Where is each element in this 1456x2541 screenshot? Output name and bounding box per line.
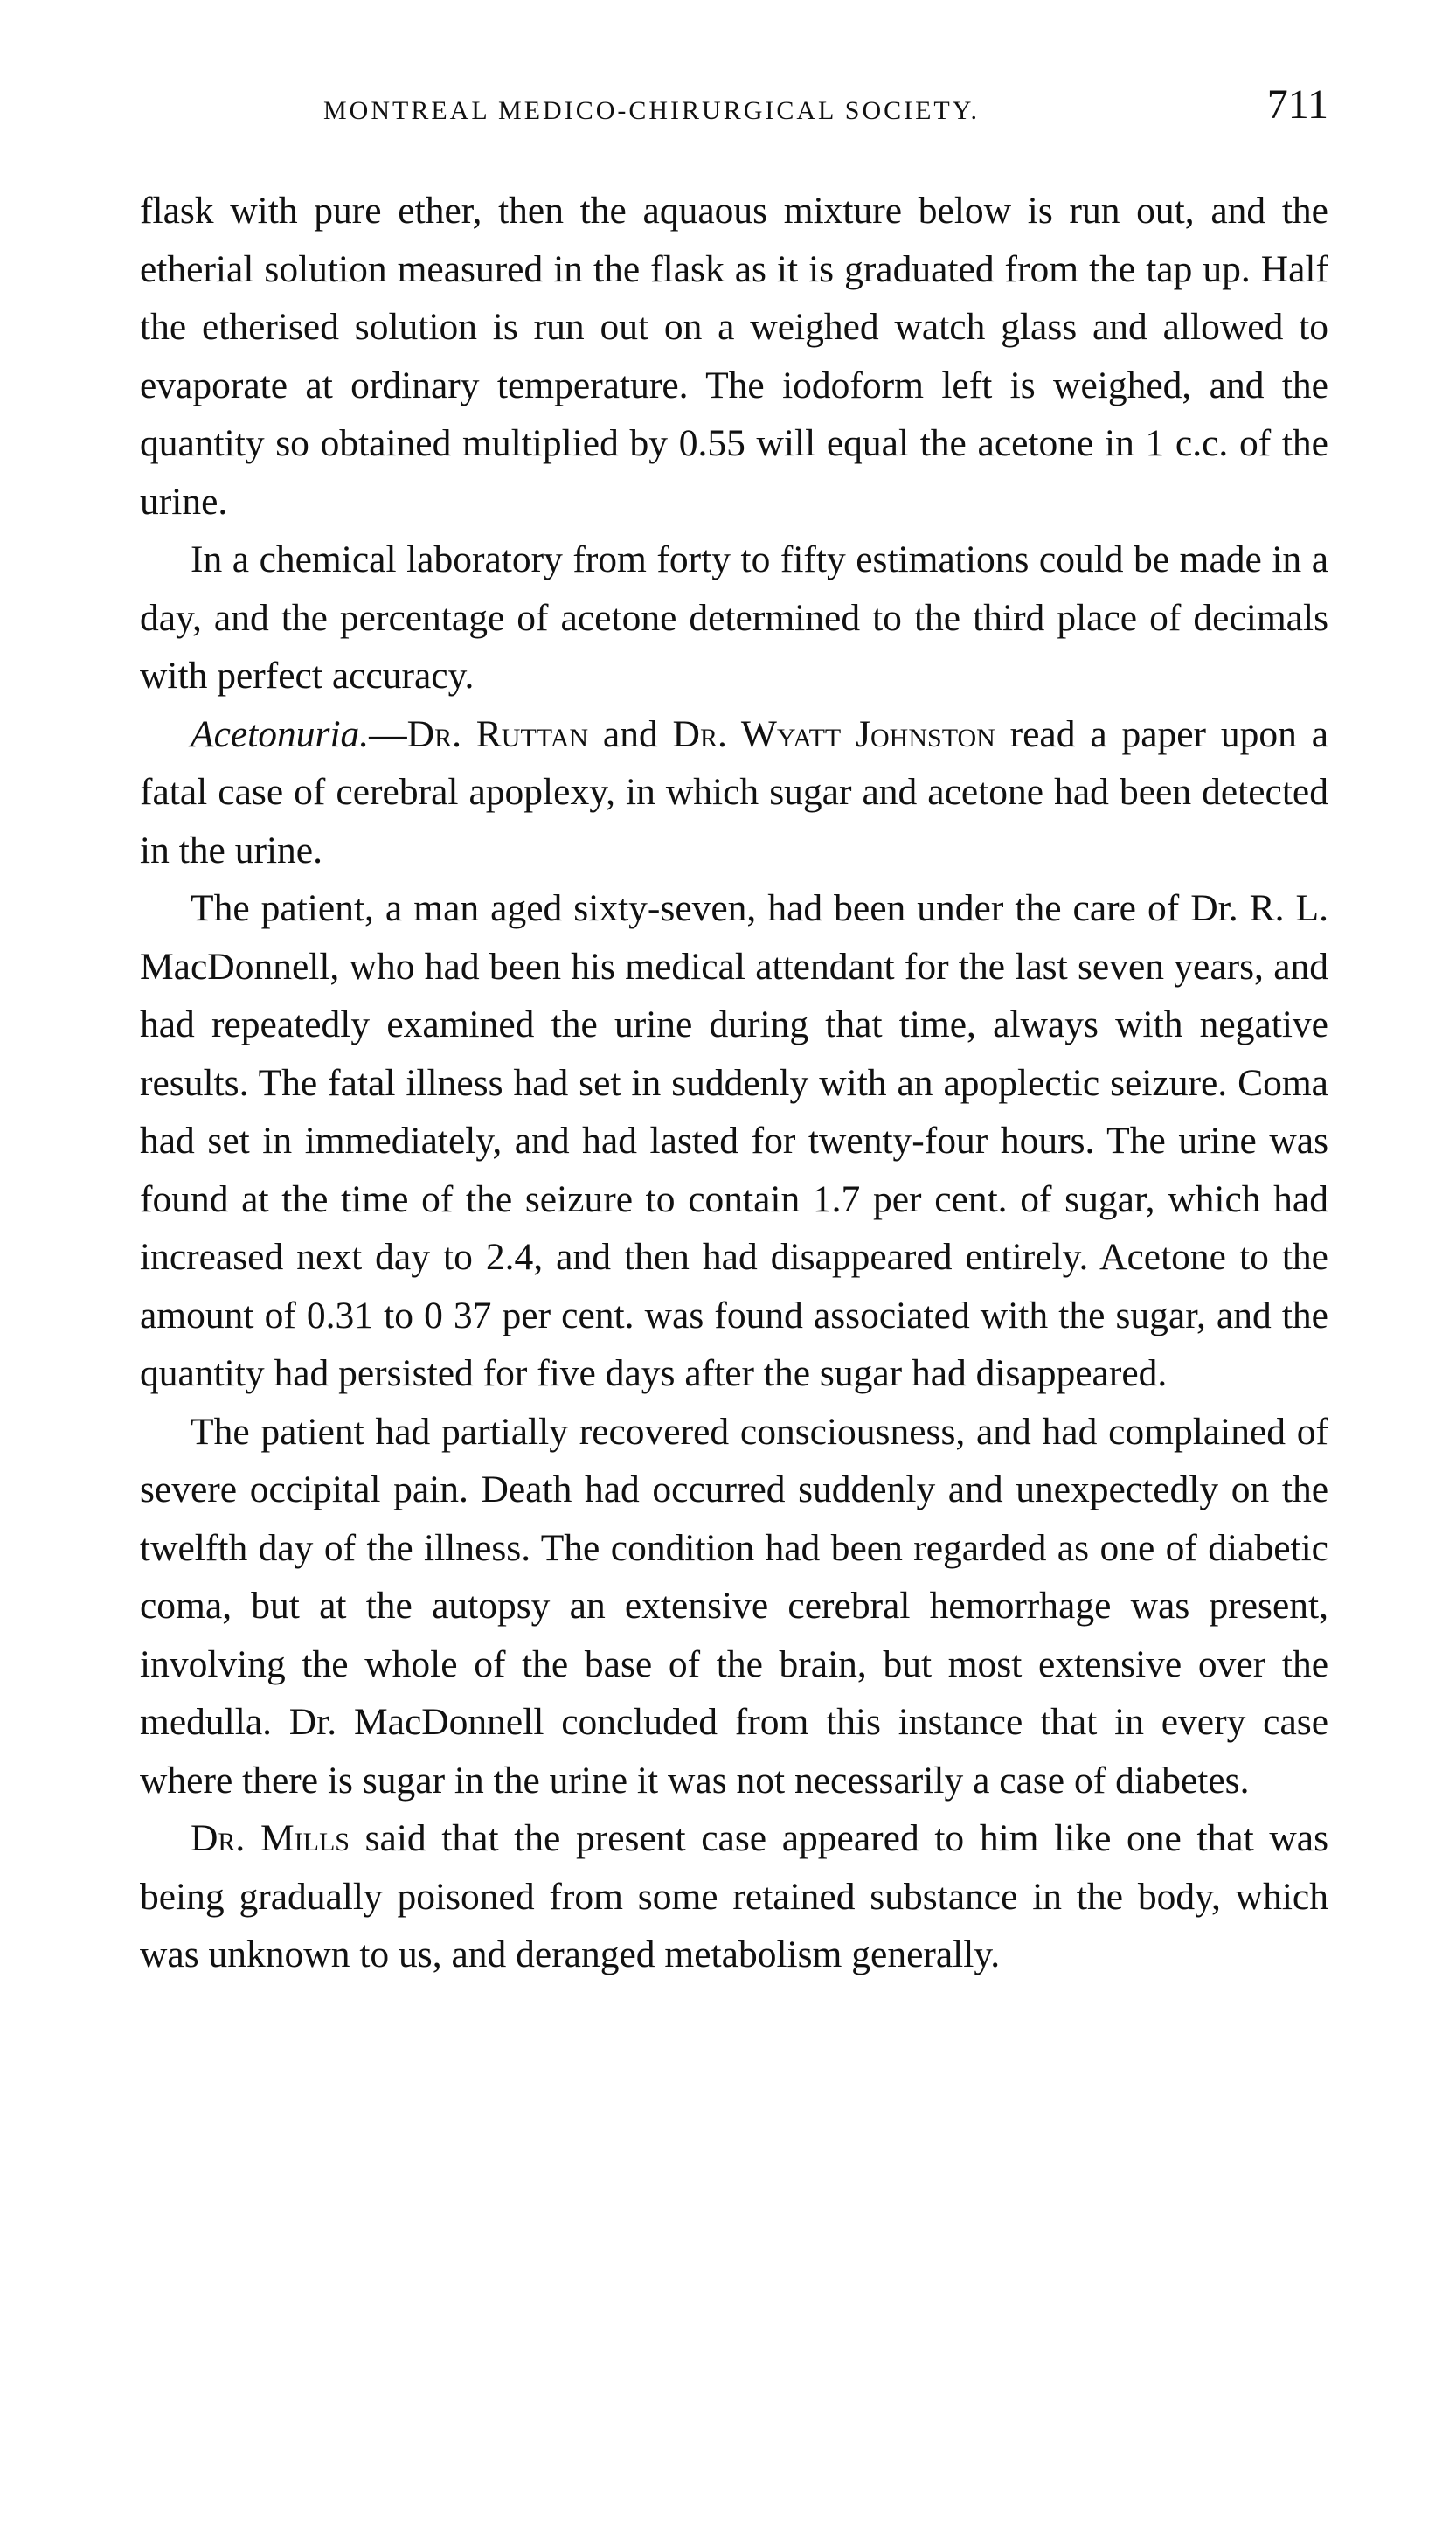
section-lead: Acetonuria. [191, 712, 370, 755]
paragraph-laboratory [140, 531, 1328, 705]
paragraph-continuation [140, 182, 1328, 531]
paragraph-dr-mills [140, 1809, 1328, 1984]
paragraph-text: read a paper upon a fatal case of cerebral apoplexy, in which sugar and acetone had been detected in the urine. [140, 712, 1329, 871]
body-text [140, 182, 1328, 1984]
speaker-name: Dr. Mills [191, 1817, 350, 1859]
speaker-name: Dr. Wyatt Johnston [672, 712, 995, 755]
lead-dash: — [369, 712, 407, 755]
paragraph-autopsy [140, 1403, 1328, 1810]
paragraph-text: The patient had partially recovered consciousness, and had complained of severe occipital pain. Death had occurred suddenly and unexpectedly on the twelfth day of the illness. The condition had been regarded as one of diabetic coma, but at the autopsy an extensive cerebral hemorrhage was present, involving the whole of the base of the brain, but most extensive over the medulla. Dr. MacDonnell concluded from this instance that in every case where there is sugar in the urine it was not necessarily a case of diabetes. [140, 1410, 1328, 1802]
paragraph-text: In a chemical laboratory from forty to fifty estimations could be made in a day, and the percentage of acetone determined to the third place of decimals with perfect accuracy. [140, 538, 1328, 697]
joiner-text: and [588, 712, 673, 755]
page-number: 711 [1266, 81, 1328, 128]
paragraph-patient-history [140, 879, 1328, 1403]
paragraph-text: flask with pure ether, then the aquaous mixture below is run out, and the etherial solution measured in the flask as it is graduated from the tap up. Half the etherised solution is run out on a weighed watch glass and allowed to evaporate at ordinary temperature. The iodoform left is weighed, and the quantity so obtained multiplied by 0.55 will equal the acetone in 1 c.c. of the urine. [140, 190, 1328, 523]
paragraph-acetonuria [140, 705, 1328, 880]
paragraph-text: said that the present case appeared to him like one that was being gradually poisoned from some retained substance in the body, which was unknown to us, and deranged metabolism generally. [140, 1817, 1328, 1975]
paragraph-text: The patient, a man aged sixty-seven, had been under the care of Dr. R. L. MacDonnell, who had been his medical attendant for the last seven years, and had repeatedly examined the urine during that time, always with negative results. The fatal illness had set in suddenly with an apoplectic seizure. Coma had set in immediately, and had lasted for twenty-four hours. The urine was found at the time of the seizure to contain 1.7 per cent. of sugar, which had increased next day to 2.4, and then had disappeared entirely. Acetone to the amount of 0.31 to 0 37 per cent. was found associated with the sugar, and the quantity had persisted for five days after the sugar had disappeared. [140, 887, 1328, 1394]
running-title: MONTREAL MEDICO-CHIRURGICAL SOCIETY. [323, 96, 981, 125]
running-head [140, 80, 1328, 142]
speaker-name: Dr. Ruttan [406, 712, 589, 755]
